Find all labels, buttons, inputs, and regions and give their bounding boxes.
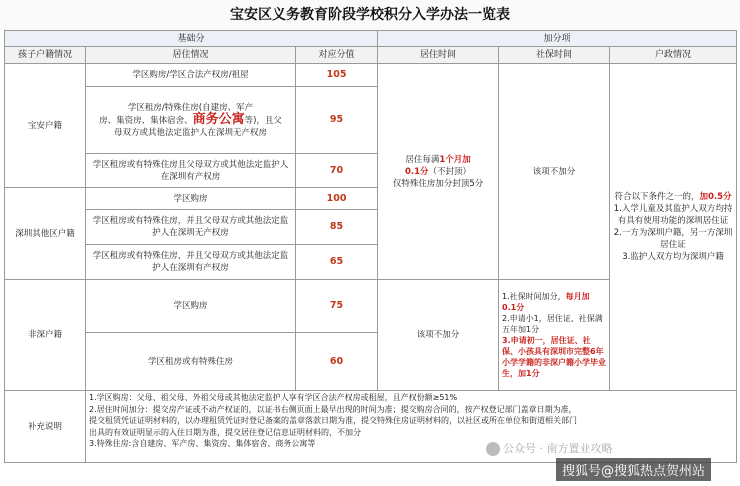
base-score-col-header: 对应分值 bbox=[296, 47, 378, 64]
housing-cell: 学区租房或有特殊住房 bbox=[86, 333, 296, 391]
housing-cell: 学区购房 bbox=[86, 280, 296, 333]
housing-cell: 学区租房或有特殊住房，并且父母双方或其他法定监护人在深圳无产权房 bbox=[86, 210, 296, 245]
housing-cell: 学区购房 bbox=[86, 188, 296, 210]
social-time-header: 社保时间 bbox=[499, 47, 610, 64]
housing-header: 居住情况 bbox=[86, 47, 296, 64]
group-sz-other: 深圳其他区户籍 bbox=[5, 188, 86, 280]
group-non-sz: 非深户籍 bbox=[5, 280, 86, 391]
hukou-header: 孩子户籍情况 bbox=[5, 47, 86, 64]
header-row-2 bbox=[5, 47, 737, 64]
watermark-account: 公众号 · 南方置业攻略 bbox=[486, 440, 613, 456]
notes-cell: 1.学区购房：父母、祖父母、外祖父母或其他法定监护人享有学区合法产权房或租屋，且产权份额≥51% 2.居住时间加分：提交房产证或不动产权证的，以证书右侧页面上最早出现的时间为准；提交购房合同的，按产权登记部门盖章日期为准，提交租赁凭证证明材料的，以办理租赁凭证时登记备案的盖章落款日期为准，提交特殊住房证明材料的，以社区或所在单位和街道相关部门出具的有效证明显示的入住日期为准，提交居住登记信息证明材料的，不加分 3.特殊住房:含自建房、军产房、集资房、集体宿舍、商务公寓等 bbox=[86, 391, 737, 463]
base-score-header: 基础分 bbox=[5, 31, 378, 47]
score-cell: 95 bbox=[296, 87, 378, 154]
notes-row bbox=[5, 391, 737, 463]
score-cell: 65 bbox=[296, 245, 378, 280]
housing-cell: 学区购房/学区合法产权房/祖屋 bbox=[86, 64, 296, 87]
score-cell: 105 bbox=[296, 64, 378, 87]
social-time-cell-nonsz: 1.社保时间加分，每月加 0.1分 2.申请小1，居住证、社保满五年加1分 3.申请初一，居住证、社保、小孩具有深圳市完整6年小学学籍的非深户籍小学毕业生，加1分 bbox=[499, 280, 610, 391]
table-row bbox=[5, 64, 737, 87]
residence-time-cell: 居住每满1个月加 0.1分（不封顶） 仅特殊住房加分封顶5分 bbox=[378, 64, 499, 280]
highlight-business-apartment: 商务公寓 bbox=[192, 111, 245, 127]
score-cell: 75 bbox=[296, 280, 378, 333]
residence-time-cell-nonsz: 该项不加分 bbox=[378, 280, 499, 391]
wechat-icon bbox=[486, 442, 500, 456]
bonus-header: 加分项 bbox=[378, 31, 737, 47]
score-cell: 100 bbox=[296, 188, 378, 210]
points-table bbox=[4, 30, 737, 463]
page-title: 宝安区义务教育阶段学校积分入学办法一览表 bbox=[0, 0, 740, 30]
watermark-site: 搜狐号@搜狐热点贺州站 bbox=[556, 458, 711, 481]
household-header: 户政情况 bbox=[610, 47, 737, 64]
housing-cell: 学区租房/特殊住房(自建房、军产 房、集资房、集体宿舍、商务公寓等)，且父 母双方或其他法定监护人在深圳无产权房 bbox=[86, 87, 296, 154]
score-cell: 70 bbox=[296, 154, 378, 188]
housing-cell: 学区租房或有特殊住房且父母双方或其他法定监护人在深圳有产权房 bbox=[86, 154, 296, 188]
header-row-1 bbox=[5, 31, 737, 47]
household-cell: 符合以下条件之一的，加0.5分 1.入学儿童及其监护人双方均持有具有使用功能的深圳居住证 2.一方为深圳户籍，另一方深圳居住证 3.监护人双方均为深圳户籍 bbox=[610, 64, 737, 391]
score-cell: 85 bbox=[296, 210, 378, 245]
residence-time-header: 居住时间 bbox=[378, 47, 499, 64]
social-time-cell-hk: 该项不加分 bbox=[499, 64, 610, 280]
score-cell: 60 bbox=[296, 333, 378, 391]
housing-cell: 学区租房或有特殊住房，并且父母双方或其他法定监护人在深圳有产权房 bbox=[86, 245, 296, 280]
group-baoan: 宝安户籍 bbox=[5, 64, 86, 188]
group-notes: 补充说明 bbox=[5, 391, 86, 463]
